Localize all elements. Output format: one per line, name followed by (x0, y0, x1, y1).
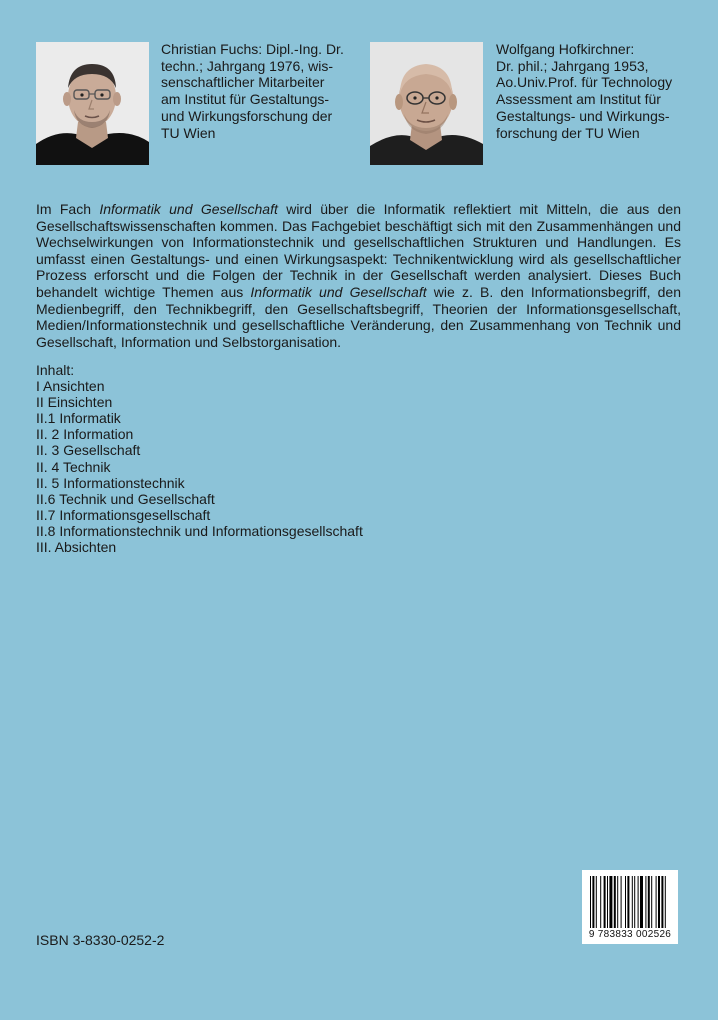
contents-item: II. 2 Information (36, 426, 134, 443)
isbn-label: ISBN 3-8330-0252-2 (36, 932, 165, 948)
description-italic-1: Informatik und Gesellschaft (99, 201, 278, 217)
table-of-contents (36, 362, 536, 555)
contents-item: II. 5 Informationstechnik (36, 474, 185, 491)
contents-item: II. 4 Technik (36, 458, 111, 475)
description-text-3: wie z. B. den Informationsbegriff, den Medienbegriff, den Technikbegriff, den Gesellschaftsbegriff, Theorien der Informationsgesellschaft, Medien/Informationstechnik und gesellschaftliche Veränderung, den Zusammenhang von Technik und Gesellschaft, Information und Selbstorganisation. (36, 283, 682, 350)
book-description (36, 201, 681, 350)
author-bio-fuchs: Christian Fuchs: Dipl.-Ing. Dr. techn.; Jahrgang 1976, wis- senschaftlicher Mitarbeiter am Institut für Gestaltungs- und Wirkungsforschung der TU Wien (161, 41, 344, 141)
contents-item: II Einsichten (36, 394, 113, 411)
contents-item: III. Absichten (36, 539, 117, 556)
author-photo-hofkirchner (370, 42, 483, 165)
barcode (582, 870, 678, 944)
contents-item: II.8 Informationstechnik und Informationsgesellschaft (36, 522, 363, 539)
author-bio-hofkirchner: Wolfgang Hofkirchner: Dr. phil.; Jahrgang 1953, Ao.Univ.Prof. für Technology Assessment am Institut für Gestaltungs- und Wirkungs- forschung der TU Wien (496, 41, 673, 141)
barcode-digits: 9 783833 002526 (588, 929, 672, 940)
contents-item: II.1 Informatik (36, 410, 121, 427)
contents-heading: Inhalt: (36, 362, 75, 378)
description-text-2: wird über die Informatik reflektiert mit Mitteln, die aus den Gesellschaftswissenschaften kommen. Das Fachgebiet beschäftigt sich mit den Zusammenhängen und Wechselwirkungen von Informationstechnik und gesellschaftlichen Strukturen und Handlungen. Es umfasst einen Gestaltungs- und einen Wirkungsaspekt: Technikentwicklung wird als gesellschaftlicher Prozess erforscht und die Folgen der Technik in der Gesellschaft werden analysiert. Dieses Buch behandelt wichtige Themen aus (36, 201, 681, 300)
description-italic-2: Informatik und Gesellschaft (250, 283, 427, 300)
author-photo-fuchs (36, 42, 149, 165)
contents-item: II. 3 Gesellschaft (36, 442, 141, 459)
contents-item: II.6 Technik und Gesellschaft (36, 490, 215, 507)
description-text-1: Im Fach (36, 201, 100, 217)
contents-item: II.7 Informationsgesellschaft (36, 506, 211, 523)
contents-item: I Ansichten (36, 378, 105, 395)
